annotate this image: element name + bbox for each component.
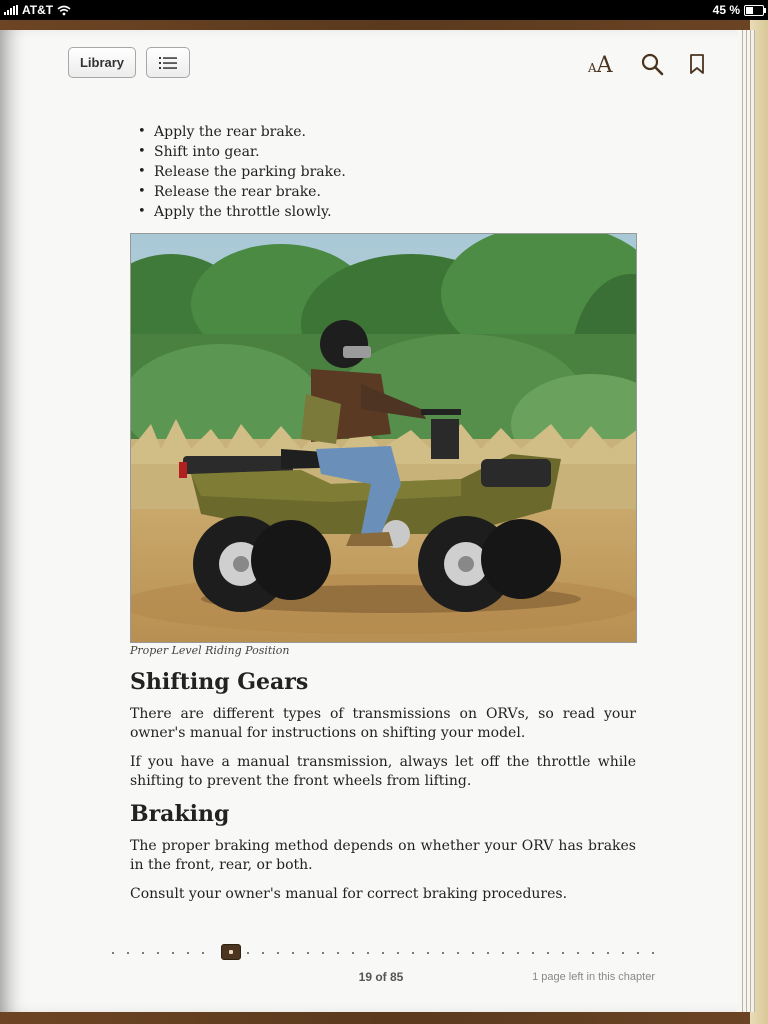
scrubber-dot[interactable] (487, 952, 489, 954)
font-size-icon (588, 53, 613, 78)
section-heading-shifting-gears: Shifting Gears (130, 669, 309, 695)
page-content (130, 122, 636, 222)
scrubber-dot[interactable] (412, 952, 414, 954)
bookmark-icon[interactable] (690, 54, 704, 74)
list-icon (159, 56, 177, 70)
list-item: • Apply the rear brake. (154, 122, 636, 142)
list-item: • Release the rear brake. (154, 182, 636, 202)
scrubber-dot[interactable] (622, 952, 624, 954)
table-of-contents-button[interactable] (146, 47, 190, 78)
search-icon[interactable] (641, 53, 665, 77)
scrubber-dot[interactable] (127, 952, 129, 954)
paragraph: Consult your owner's manual for correct braking procedures. (130, 886, 568, 902)
scrubber-dot[interactable] (427, 952, 429, 954)
scrubber-dot[interactable] (292, 952, 294, 954)
scrubber-dot[interactable] (532, 952, 534, 954)
list-item: • Apply the throttle slowly. (154, 202, 636, 222)
scrubber-dot[interactable] (247, 952, 249, 954)
scrubber-dot[interactable] (382, 952, 384, 954)
scrubber-dot[interactable] (502, 952, 504, 954)
list-item: • Release the parking brake. (154, 162, 636, 182)
figure-caption: Proper Level Riding Position (130, 644, 290, 657)
scrubber-dot[interactable] (562, 952, 564, 954)
battery-icon (744, 5, 764, 16)
scrubber-dot[interactable] (157, 952, 159, 954)
steps-list (130, 122, 636, 222)
scrubber-dot[interactable] (637, 952, 639, 954)
scrubber-dot[interactable] (592, 952, 594, 954)
scrubber-dot[interactable] (442, 952, 444, 954)
page-scrubber[interactable] (108, 943, 658, 963)
status-bar (0, 0, 768, 20)
scrubber-dot[interactable] (607, 952, 609, 954)
scrubber-dot[interactable] (337, 952, 339, 954)
scrubber-dot[interactable] (307, 952, 309, 954)
scrubber-dot[interactable] (187, 952, 189, 954)
page-indicator: 19 of 85 (358, 970, 404, 984)
atv-rider-image (131, 234, 637, 643)
carrier-label: AT&T (22, 3, 54, 17)
scrubber-dot[interactable] (112, 952, 114, 954)
scrubber-dot[interactable] (652, 952, 654, 954)
scrubber-dot[interactable] (577, 952, 579, 954)
scrubber-dot[interactable] (457, 952, 459, 954)
scrubber-dot[interactable] (172, 952, 174, 954)
scrubber-dot[interactable] (472, 952, 474, 954)
list-item: • Shift into gear. (154, 142, 636, 162)
pages-remaining-label: 1 page left in this chapter (532, 971, 655, 983)
scrubber-dot[interactable] (352, 952, 354, 954)
scrubber-dot[interactable] (517, 952, 519, 954)
signal-icon (4, 5, 18, 15)
font-large-glyph: A (596, 53, 613, 78)
battery-percent: 45 % (712, 3, 740, 17)
atv-illustration[interactable] (130, 233, 637, 643)
scrubber-dot[interactable] (202, 952, 204, 954)
scrubber-dot[interactable] (142, 952, 144, 954)
scrubber-dot[interactable] (322, 952, 324, 954)
library-button[interactable]: Library (68, 47, 136, 78)
paragraph: The proper braking method depends on whether your ORV has brakes in the front, rear, or both. (130, 838, 636, 873)
font-size-button[interactable] (588, 53, 613, 78)
paragraph: If you have a manual transmission, always let off the throttle while shifting to prevent the front wheels from lifting. (130, 754, 636, 789)
wifi-icon (57, 5, 71, 16)
font-small-glyph: A (588, 61, 597, 75)
scrubber-dot[interactable] (547, 952, 549, 954)
paragraph: There are different types of transmissions on ORVs, so read your owner's manual for instructions on shifting your model. (130, 706, 636, 741)
scrubber-thumb[interactable] (221, 944, 241, 960)
scrubber-dot[interactable] (397, 952, 399, 954)
scrubber-dot[interactable] (367, 952, 369, 954)
scrubber-dot[interactable] (262, 952, 264, 954)
scrubber-dot[interactable] (277, 952, 279, 954)
section-heading-braking: Braking (130, 801, 230, 827)
